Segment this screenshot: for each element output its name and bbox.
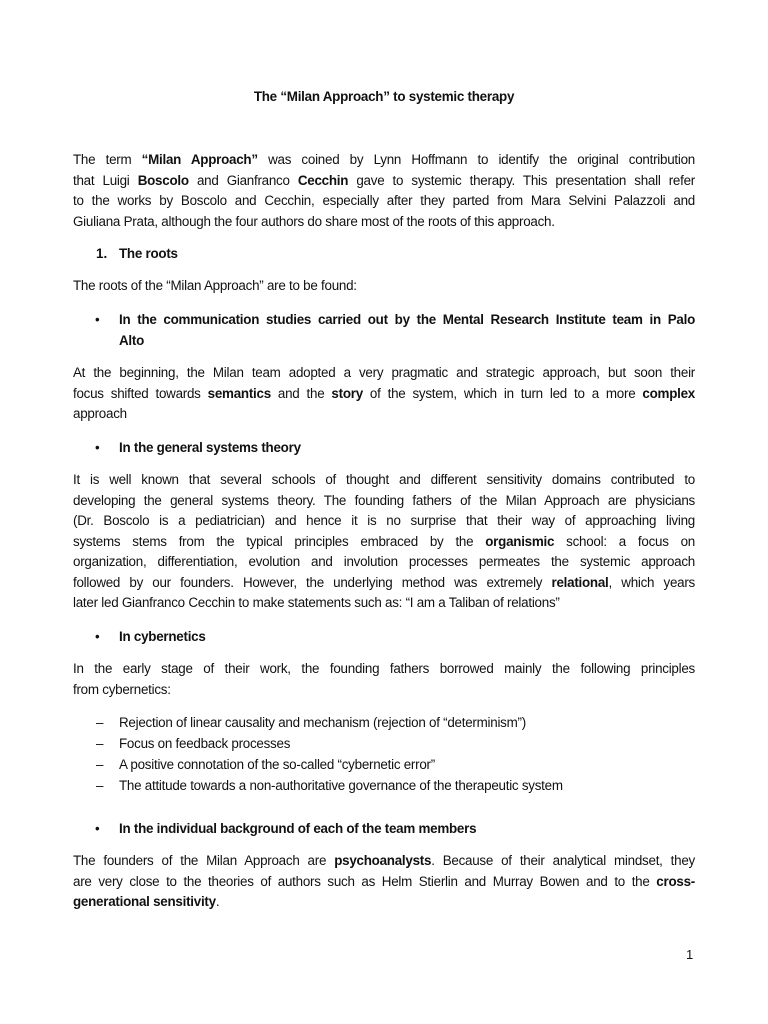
text-line: organization, differentiation, evolution and involution processes permeates the systemic approach [73,554,695,569]
bold-term: generational sensitivity [73,894,216,909]
bold-term: psychoanalysts [334,853,432,868]
bold-term: “Milan Approach” [141,152,258,167]
dash-icon: – [96,736,104,751]
bullet-icon: • [95,440,100,455]
text-line: are very close to the theories of authors such as Helm Stierlin and Murray Bowen and to the cross- [73,873,695,889]
bullet-heading: In the communication studies carried out by the Mental Research Institute team in Palo [119,312,695,327]
text-line: later led Gianfranco Cecchin to make statements such as: “I am a Taliban of relations” [73,595,560,610]
text-line: generational sensitivity. [73,894,220,909]
section-lead: The roots of the “Milan Approach” are to be found: [73,278,357,293]
bold-term: cross- [656,873,695,889]
text-line: that Luigi Boscolo and Gianfranco Cecchin gave to systemic therapy. This presentation shall refer [73,172,695,188]
text-line: focus shifted towards semantics and the story of the system, which in turn led to a more complex [73,385,695,401]
document-title: The “Milan Approach” to systemic therapy [253,89,515,104]
bullet-heading: In the general systems theory [119,440,301,455]
page-number: 1 [686,947,694,962]
list-number: 1. [96,246,108,261]
bold-term: story [331,385,363,401]
dash-icon: – [96,757,104,772]
bold-term: Cecchin [297,172,349,188]
bold-term: complex [642,385,695,401]
bold-term: semantics [207,385,271,401]
text-line: It is well known that several schools of thought and different sensitivity domains contributed to [73,472,695,487]
dash-icon: – [96,715,104,730]
text-line: systems stems from the typical principles embraced by the organismic school: a focus on [73,533,695,549]
bold-term: organismic [485,533,555,549]
text-line: The founders of the Milan Approach are psychoanalysts. Because of their analytical mindset, they [73,853,695,868]
text-line: The term “Milan Approach” was coined by Lynn Hoffmann to identify the original contribution [73,152,695,167]
bullet-icon: • [95,629,100,644]
bullet-icon: • [95,821,100,836]
bullet-heading: In the individual background of each of the team members [119,821,477,836]
text-line: followed by our founders. However, the underlying method was extremely relational, which years [73,574,696,590]
text-line: approach [73,406,127,421]
bold-term: Boscolo [137,172,189,188]
text-line: In the early stage of their work, the founding fathers borrowed mainly the following principles [73,661,695,676]
text-line: At the beginning, the Milan team adopted a very pragmatic and strategic approach, but soon their [73,365,695,380]
text-line: (Dr. Boscolo is a pediatrician) and hence it is no surprise that their way of approaching living [73,513,695,528]
section-heading: The roots [119,246,178,261]
dash-icon: – [96,778,104,793]
text-line: to the works by Boscolo and Cecchin, especially after they parted from Mara Selvini Palazzoli and [73,193,695,208]
bullet-heading: In cybernetics [119,629,206,644]
text-line: developing the general systems theory. The founding fathers of the Milan Approach are physicians [73,492,695,508]
document-page: The “Milan Approach” to systemic therapy The term “Milan Approach” was coined by Lynn Hoffmann to identify the original contribution that Luigi Boscolo and Gianfranco Cecchin gave to systemic therapy. This presentation shall refer to the works by Boscolo and Cecchin, especially after they parted from Mara Selvini Palazzoli and Giuliana Prata, although the four authors do share most of the roots of this approach. 1. The roots The roots of the “Milan Approach” are to be found: • In the communication studies carried out by the Mental Research Institute team in Palo Alto At the beginning, the Milan team adopted a very pragmatic and strategic approach, but soon their focus shifted towards semantics and the story of the system, which in turn led to a more complex approach • In the general systems theory It is well known that several schools of thought and different sensitivity domains contributed to developing the general systems theory. The founding fathers of the Milan Approach are physicians (Dr. Boscolo is a pediatrician) and hence it is no surprise that their way of approaching living systems stems from the typical principles embraced by the organismic school: a focus on organization, differentiation, evolution and involution processes permeates the systemic approach followed by our founders. However, the underlying method was extremely relational, which years later led Gianfranco Cecchin to make statements such as: “I am a Taliban of relations” • In cybernetics In the early stage of their work, the founding fathers borrowed mainly the following principles from cybernetics: – Rejection of linear causality and mechanism (rejection of “determinism”) – Focus on feedback processes – A positive connotation of the so-called “cybernetic error” – The attitude towards a non-authoritative governance of the therapeutic system • In the individual background of each of the team members The founders of the Milan Approach are psychoanalysts. Because of their analytical mindset, they are very close to the theories of authors such as Helm Stierlin and Murray Bowen and to the cross- generational sensitivity. 1 [0,0,768,1024]
bullet-icon: • [95,312,100,327]
bullet-heading: Alto [119,332,145,348]
text-line: from cybernetics: [73,681,171,697]
text-line: Giuliana Prata, although the four authors do share most of the roots of this approach. [73,213,555,229]
bold-term: relational [551,574,609,590]
